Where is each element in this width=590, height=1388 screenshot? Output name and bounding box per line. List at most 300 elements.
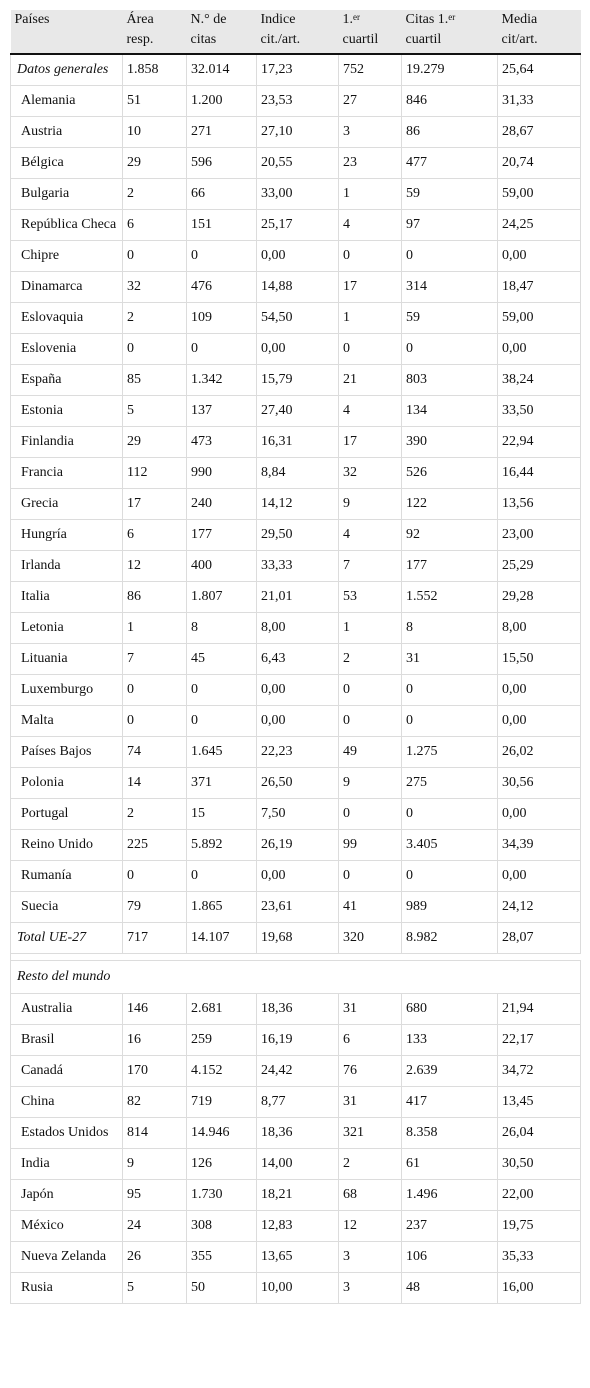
- value-cell: 97: [402, 210, 498, 241]
- value-cell: 34,72: [498, 1056, 581, 1087]
- value-cell: 526: [402, 458, 498, 489]
- value-cell: 53: [339, 582, 402, 613]
- value-cell: 26,19: [257, 830, 339, 861]
- value-cell: 0,00: [498, 675, 581, 706]
- value-cell: 23: [339, 148, 402, 179]
- value-cell: 6: [123, 210, 187, 241]
- country-cell: España: [11, 365, 123, 396]
- value-cell: 0,00: [257, 334, 339, 365]
- value-cell: 0: [402, 334, 498, 365]
- eu-total-row: [11, 923, 581, 954]
- country-cell: Luxemburgo: [11, 675, 123, 706]
- value-cell: 0: [402, 706, 498, 737]
- value-cell: 680: [402, 994, 498, 1025]
- spacer-cell: [11, 954, 581, 961]
- header-paises: Países: [11, 10, 123, 54]
- value-cell: 0: [123, 675, 187, 706]
- value-cell: 477: [402, 148, 498, 179]
- country-cell: Hungría: [11, 520, 123, 551]
- table-body: [11, 54, 581, 1304]
- table-row: [11, 1211, 581, 1242]
- value-cell: 846: [402, 86, 498, 117]
- value-cell: 22,00: [498, 1180, 581, 1211]
- value-cell: 13,65: [257, 1242, 339, 1273]
- header-indice: Indice cit./art.: [257, 10, 339, 54]
- value-cell: 803: [402, 365, 498, 396]
- country-cell: Australia: [11, 994, 123, 1025]
- value-cell: 76: [339, 1056, 402, 1087]
- value-cell: 1.807: [187, 582, 257, 613]
- value-cell: 16,44: [498, 458, 581, 489]
- value-cell: 10,00: [257, 1273, 339, 1304]
- value-cell: 8,00: [257, 613, 339, 644]
- section-row-world: [11, 961, 581, 994]
- value-cell: 1.275: [402, 737, 498, 768]
- value-cell: 17,23: [257, 54, 339, 86]
- value-cell: 27: [339, 86, 402, 117]
- value-cell: 29: [123, 148, 187, 179]
- table-row: [11, 830, 581, 861]
- value-cell: 0: [187, 241, 257, 272]
- country-cell: India: [11, 1149, 123, 1180]
- header-num-citas: N.° de citas: [187, 10, 257, 54]
- table-container: [10, 10, 580, 1304]
- value-cell: 29,28: [498, 582, 581, 613]
- country-cell: Letonia: [11, 613, 123, 644]
- value-cell: 0: [123, 706, 187, 737]
- value-cell: 59: [402, 179, 498, 210]
- value-cell: 12,83: [257, 1211, 339, 1242]
- value-cell: 3: [339, 1273, 402, 1304]
- value-cell: 5: [123, 396, 187, 427]
- value-cell: 21,94: [498, 994, 581, 1025]
- value-cell: 109: [187, 303, 257, 334]
- value-cell: 17: [339, 272, 402, 303]
- value-cell: 752: [339, 54, 402, 86]
- value-cell: 133: [402, 1025, 498, 1056]
- value-cell: 22,23: [257, 737, 339, 768]
- section-label: Resto del mundo: [11, 961, 581, 994]
- value-cell: 19.279: [402, 54, 498, 86]
- value-cell: 34,39: [498, 830, 581, 861]
- value-cell: 6: [123, 520, 187, 551]
- table-row: [11, 1149, 581, 1180]
- value-cell: 79: [123, 892, 187, 923]
- value-cell: 32: [123, 272, 187, 303]
- country-cell: Malta: [11, 706, 123, 737]
- value-cell: 8,77: [257, 1087, 339, 1118]
- country-cell: Austria: [11, 117, 123, 148]
- value-cell: 0: [402, 861, 498, 892]
- value-cell: 29: [123, 427, 187, 458]
- value-cell: 59: [402, 303, 498, 334]
- table-row: [11, 117, 581, 148]
- citations-table: [10, 10, 581, 1304]
- value-cell: 2: [123, 303, 187, 334]
- value-cell: 26: [123, 1242, 187, 1273]
- value-cell: 16,19: [257, 1025, 339, 1056]
- country-cell: Alemania: [11, 86, 123, 117]
- table-row: [11, 489, 581, 520]
- value-cell: 29,50: [257, 520, 339, 551]
- value-cell: 3.405: [402, 830, 498, 861]
- value-cell: 237: [402, 1211, 498, 1242]
- table-row: [11, 520, 581, 551]
- value-cell: 0,00: [257, 706, 339, 737]
- value-cell: 14,88: [257, 272, 339, 303]
- table-row: [11, 994, 581, 1025]
- country-cell: Japón: [11, 1180, 123, 1211]
- table-row: [11, 1056, 581, 1087]
- country-cell: Irlanda: [11, 551, 123, 582]
- country-cell: Bulgaria: [11, 179, 123, 210]
- value-cell: 0,00: [257, 675, 339, 706]
- country-cell: Bélgica: [11, 148, 123, 179]
- value-cell: 476: [187, 272, 257, 303]
- value-cell: 16,31: [257, 427, 339, 458]
- value-cell: 25,29: [498, 551, 581, 582]
- value-cell: 86: [402, 117, 498, 148]
- general-data-row: [11, 54, 581, 86]
- value-cell: 0: [402, 675, 498, 706]
- table-row: [11, 1273, 581, 1304]
- value-cell: 989: [402, 892, 498, 923]
- header-citas-cuartil: Citas 1.$^{er}$ cuartil: [402, 10, 498, 54]
- value-cell: 814: [123, 1118, 187, 1149]
- value-cell: 1.858: [123, 54, 187, 86]
- value-cell: 23,53: [257, 86, 339, 117]
- value-cell: 2: [339, 644, 402, 675]
- value-cell: 9: [123, 1149, 187, 1180]
- value-cell: 85: [123, 365, 187, 396]
- value-cell: 30,50: [498, 1149, 581, 1180]
- value-cell: 225: [123, 830, 187, 861]
- country-cell: Canadá: [11, 1056, 123, 1087]
- country-cell: Rumanía: [11, 861, 123, 892]
- value-cell: 15,50: [498, 644, 581, 675]
- table-row: [11, 613, 581, 644]
- spacer-row: [11, 954, 581, 961]
- value-cell: 271: [187, 117, 257, 148]
- value-cell: 0,00: [498, 706, 581, 737]
- value-cell: 17: [339, 427, 402, 458]
- value-cell: 0,00: [498, 861, 581, 892]
- value-cell: 0: [339, 675, 402, 706]
- table-row: [11, 1087, 581, 1118]
- value-cell: 4.152: [187, 1056, 257, 1087]
- value-cell: 9: [339, 768, 402, 799]
- value-cell: 4: [339, 396, 402, 427]
- country-cell: Eslovaquia: [11, 303, 123, 334]
- value-cell: 6,43: [257, 644, 339, 675]
- value-cell: 33,00: [257, 179, 339, 210]
- table-row: [11, 1025, 581, 1056]
- value-cell: 146: [123, 994, 187, 1025]
- value-cell: 8: [402, 613, 498, 644]
- value-cell: 4: [339, 210, 402, 241]
- country-cell: China: [11, 1087, 123, 1118]
- value-cell: 3: [339, 1242, 402, 1273]
- country-cell: México: [11, 1211, 123, 1242]
- value-cell: 719: [187, 1087, 257, 1118]
- table-row: [11, 303, 581, 334]
- value-cell: 95: [123, 1180, 187, 1211]
- value-cell: 1: [123, 613, 187, 644]
- value-cell: 1: [339, 303, 402, 334]
- value-cell: 1.496: [402, 1180, 498, 1211]
- value-cell: 25,64: [498, 54, 581, 86]
- value-cell: 32: [339, 458, 402, 489]
- value-cell: 14,12: [257, 489, 339, 520]
- value-cell: 23,00: [498, 520, 581, 551]
- country-cell: Estonia: [11, 396, 123, 427]
- value-cell: 0: [187, 861, 257, 892]
- value-cell: 259: [187, 1025, 257, 1056]
- country-cell: Polonia: [11, 768, 123, 799]
- country-cell: Reino Unido: [11, 830, 123, 861]
- country-cell: Total UE-27: [11, 923, 123, 954]
- value-cell: 112: [123, 458, 187, 489]
- value-cell: 2: [123, 179, 187, 210]
- table-row: [11, 861, 581, 892]
- value-cell: 31,33: [498, 86, 581, 117]
- value-cell: 15,79: [257, 365, 339, 396]
- table-row: [11, 148, 581, 179]
- country-cell: Brasil: [11, 1025, 123, 1056]
- value-cell: 15: [187, 799, 257, 830]
- value-cell: 137: [187, 396, 257, 427]
- table-row: [11, 1180, 581, 1211]
- value-cell: 0: [123, 241, 187, 272]
- value-cell: 0,00: [498, 241, 581, 272]
- table-row: [11, 551, 581, 582]
- value-cell: 19,68: [257, 923, 339, 954]
- country-cell: Eslovenia: [11, 334, 123, 365]
- value-cell: 0: [123, 861, 187, 892]
- value-cell: 10: [123, 117, 187, 148]
- country-cell: Suecia: [11, 892, 123, 923]
- value-cell: 17: [123, 489, 187, 520]
- value-cell: 320: [339, 923, 402, 954]
- value-cell: 23,61: [257, 892, 339, 923]
- value-cell: 82: [123, 1087, 187, 1118]
- value-cell: 2: [123, 799, 187, 830]
- value-cell: 48: [402, 1273, 498, 1304]
- table-row: [11, 210, 581, 241]
- value-cell: 86: [123, 582, 187, 613]
- country-cell: Francia: [11, 458, 123, 489]
- table-row: [11, 892, 581, 923]
- value-cell: 0: [339, 706, 402, 737]
- value-cell: 106: [402, 1242, 498, 1273]
- value-cell: 0: [339, 799, 402, 830]
- value-cell: 24,25: [498, 210, 581, 241]
- value-cell: 321: [339, 1118, 402, 1149]
- country-cell: Estados Unidos: [11, 1118, 123, 1149]
- value-cell: 41: [339, 892, 402, 923]
- table-header: [11, 10, 581, 54]
- table-row: [11, 427, 581, 458]
- value-cell: 2.681: [187, 994, 257, 1025]
- value-cell: 314: [402, 272, 498, 303]
- value-cell: 27,40: [257, 396, 339, 427]
- value-cell: 390: [402, 427, 498, 458]
- value-cell: 61: [402, 1149, 498, 1180]
- value-cell: 45: [187, 644, 257, 675]
- country-cell: Finlandia: [11, 427, 123, 458]
- value-cell: 18,21: [257, 1180, 339, 1211]
- value-cell: 1.552: [402, 582, 498, 613]
- value-cell: 0: [402, 799, 498, 830]
- table-row: [11, 675, 581, 706]
- country-cell: República Checa: [11, 210, 123, 241]
- value-cell: 14: [123, 768, 187, 799]
- value-cell: 24: [123, 1211, 187, 1242]
- value-cell: 12: [123, 551, 187, 582]
- value-cell: 990: [187, 458, 257, 489]
- value-cell: 51: [123, 86, 187, 117]
- value-cell: 473: [187, 427, 257, 458]
- value-cell: 0: [339, 334, 402, 365]
- table-row: [11, 272, 581, 303]
- value-cell: 31: [339, 1087, 402, 1118]
- value-cell: 14.107: [187, 923, 257, 954]
- value-cell: 59,00: [498, 179, 581, 210]
- value-cell: 31: [339, 994, 402, 1025]
- table-row: [11, 86, 581, 117]
- value-cell: 5.892: [187, 830, 257, 861]
- value-cell: 49: [339, 737, 402, 768]
- value-cell: 33,33: [257, 551, 339, 582]
- value-cell: 0,00: [257, 241, 339, 272]
- value-cell: 0: [187, 675, 257, 706]
- value-cell: 4: [339, 520, 402, 551]
- value-cell: 21,01: [257, 582, 339, 613]
- value-cell: 275: [402, 768, 498, 799]
- table-row: [11, 706, 581, 737]
- value-cell: 38,24: [498, 365, 581, 396]
- country-cell: Rusia: [11, 1273, 123, 1304]
- value-cell: 24,12: [498, 892, 581, 923]
- value-cell: 1.645: [187, 737, 257, 768]
- value-cell: 19,75: [498, 1211, 581, 1242]
- value-cell: 122: [402, 489, 498, 520]
- value-cell: 0,00: [257, 861, 339, 892]
- header-primer-cuartil: 1.$^{er}$ cuartil: [339, 10, 402, 54]
- value-cell: 134: [402, 396, 498, 427]
- value-cell: 5: [123, 1273, 187, 1304]
- value-cell: 27,10: [257, 117, 339, 148]
- value-cell: 0,00: [498, 334, 581, 365]
- value-cell: 1.865: [187, 892, 257, 923]
- value-cell: 1.730: [187, 1180, 257, 1211]
- value-cell: 177: [402, 551, 498, 582]
- value-cell: 68: [339, 1180, 402, 1211]
- value-cell: 74: [123, 737, 187, 768]
- value-cell: 308: [187, 1211, 257, 1242]
- value-cell: 31: [402, 644, 498, 675]
- value-cell: 8: [187, 613, 257, 644]
- value-cell: 22,17: [498, 1025, 581, 1056]
- value-cell: 170: [123, 1056, 187, 1087]
- value-cell: 33,50: [498, 396, 581, 427]
- table-row: [11, 334, 581, 365]
- table-row: [11, 458, 581, 489]
- table-row: [11, 737, 581, 768]
- table-row: [11, 1242, 581, 1273]
- table-row: [11, 799, 581, 830]
- value-cell: 50: [187, 1273, 257, 1304]
- country-cell: Chipre: [11, 241, 123, 272]
- table-row: [11, 179, 581, 210]
- value-cell: 12: [339, 1211, 402, 1242]
- value-cell: 400: [187, 551, 257, 582]
- country-cell: Países Bajos: [11, 737, 123, 768]
- value-cell: 26,04: [498, 1118, 581, 1149]
- value-cell: 7: [339, 551, 402, 582]
- value-cell: 417: [402, 1087, 498, 1118]
- value-cell: 35,33: [498, 1242, 581, 1273]
- value-cell: 0,00: [498, 799, 581, 830]
- value-cell: 8,84: [257, 458, 339, 489]
- value-cell: 18,36: [257, 1118, 339, 1149]
- country-cell: Lituania: [11, 644, 123, 675]
- value-cell: 28,67: [498, 117, 581, 148]
- value-cell: 3: [339, 117, 402, 148]
- value-cell: 7,50: [257, 799, 339, 830]
- value-cell: 8.982: [402, 923, 498, 954]
- value-cell: 30,56: [498, 768, 581, 799]
- header-row: [11, 10, 581, 54]
- country-cell: Italia: [11, 582, 123, 613]
- value-cell: 8.358: [402, 1118, 498, 1149]
- value-cell: 0: [187, 334, 257, 365]
- value-cell: 25,17: [257, 210, 339, 241]
- value-cell: 16,00: [498, 1273, 581, 1304]
- table-row: [11, 396, 581, 427]
- value-cell: 14,00: [257, 1149, 339, 1180]
- value-cell: 21: [339, 365, 402, 396]
- value-cell: 2.639: [402, 1056, 498, 1087]
- value-cell: 18,36: [257, 994, 339, 1025]
- value-cell: 0: [187, 706, 257, 737]
- table-row: [11, 644, 581, 675]
- value-cell: 92: [402, 520, 498, 551]
- value-cell: 2: [339, 1149, 402, 1180]
- value-cell: 24,42: [257, 1056, 339, 1087]
- value-cell: 13,45: [498, 1087, 581, 1118]
- value-cell: 6: [339, 1025, 402, 1056]
- value-cell: 26,50: [257, 768, 339, 799]
- table-row: [11, 582, 581, 613]
- value-cell: 13,56: [498, 489, 581, 520]
- value-cell: 1: [339, 179, 402, 210]
- value-cell: 1.342: [187, 365, 257, 396]
- value-cell: 177: [187, 520, 257, 551]
- value-cell: 20,74: [498, 148, 581, 179]
- value-cell: 99: [339, 830, 402, 861]
- value-cell: 20,55: [257, 148, 339, 179]
- value-cell: 26,02: [498, 737, 581, 768]
- value-cell: 0: [402, 241, 498, 272]
- value-cell: 596: [187, 148, 257, 179]
- header-area: Área resp.: [123, 10, 187, 54]
- value-cell: 0: [123, 334, 187, 365]
- value-cell: 126: [187, 1149, 257, 1180]
- value-cell: 1.200: [187, 86, 257, 117]
- value-cell: 66: [187, 179, 257, 210]
- table-row: [11, 365, 581, 396]
